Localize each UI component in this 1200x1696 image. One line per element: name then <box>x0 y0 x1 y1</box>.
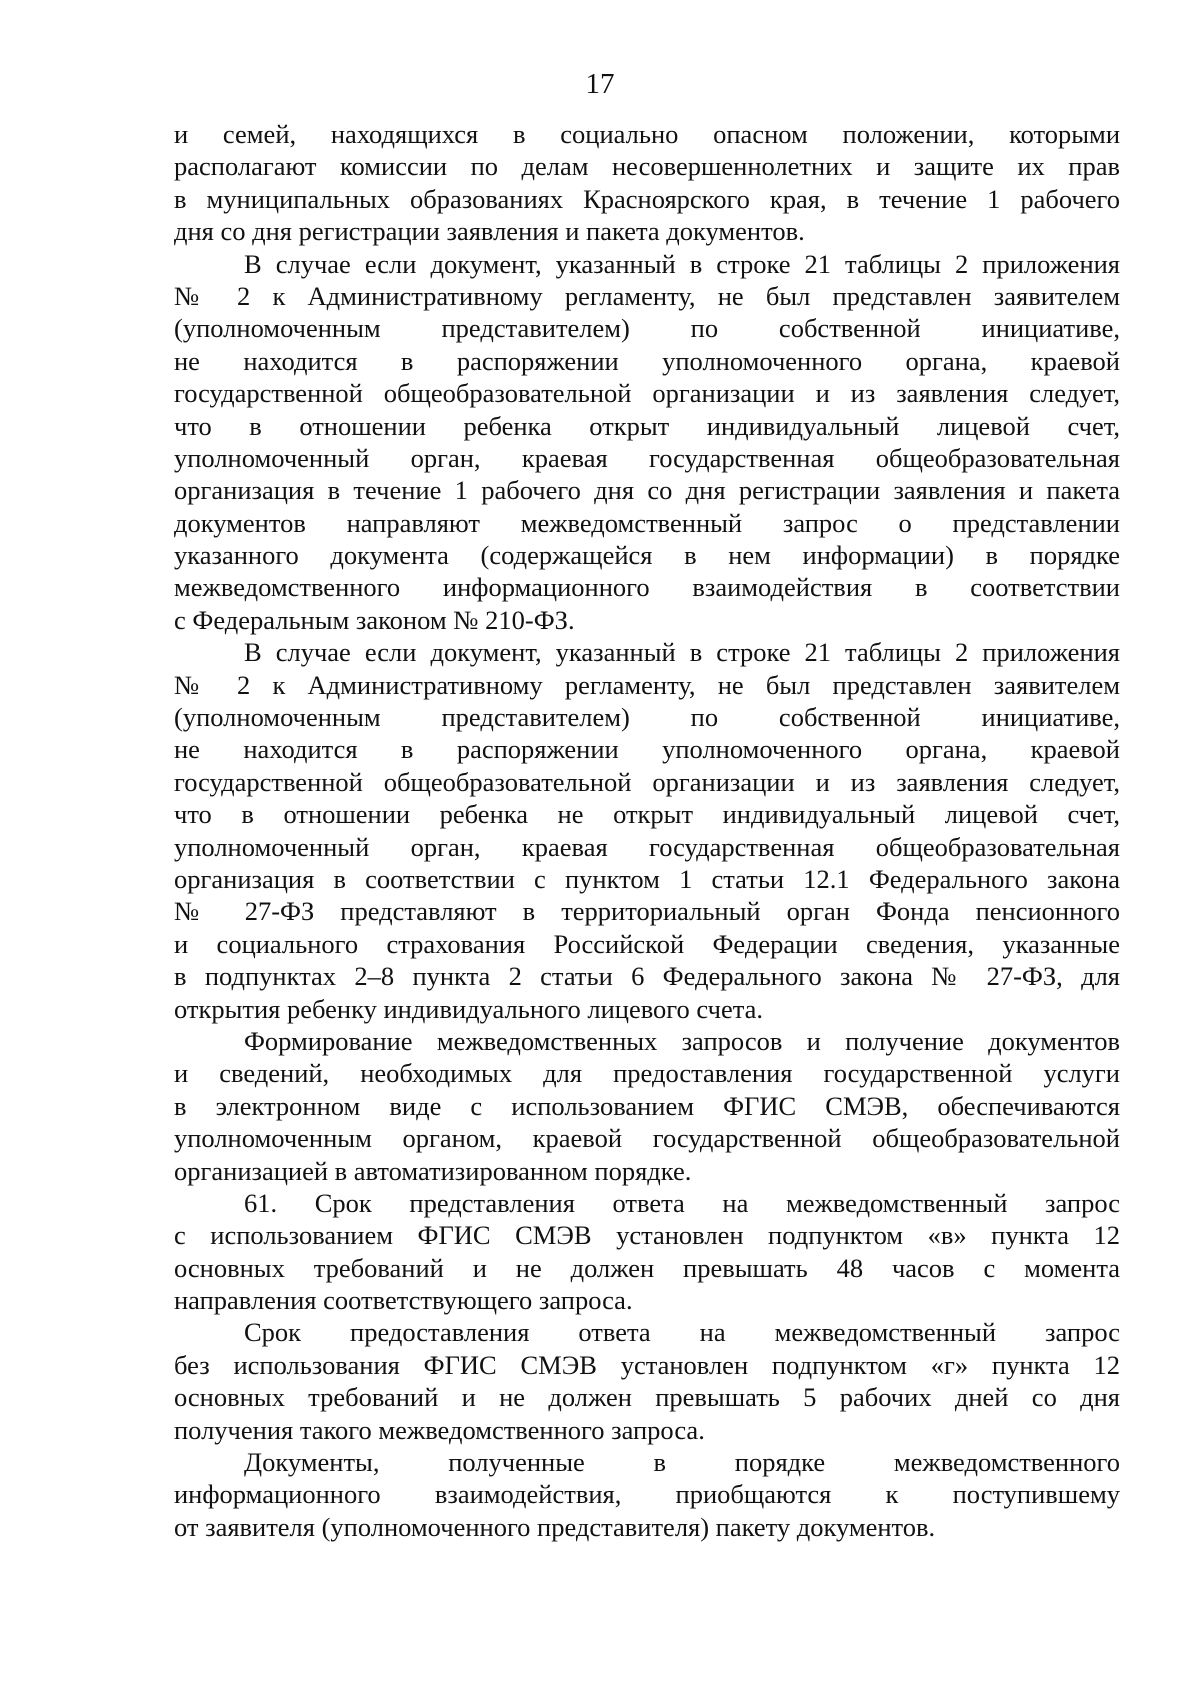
text-line: открытия ребенку индивидуального лицевого счета. <box>174 993 764 1024</box>
paragraph <box>174 1187 1120 1317</box>
text-line: (уполномоченным представителем) по собственной инициативе, <box>174 702 1120 733</box>
text-line: государственной общеобразовательной организации и из заявления следует, <box>174 378 1120 409</box>
text-line: В случае если документ, указанный в строке 21 таблицы 2 приложения <box>244 637 1120 668</box>
document-body <box>174 118 1120 1543</box>
text-line: организация в течение 1 рабочего дня со дня регистрации заявления и пакета <box>174 475 1120 506</box>
text-line: межведомственного информационного взаимодействия в соответствии <box>174 572 1120 603</box>
text-line: в электронном виде с использованием ФГИС СМЭВ, обеспечиваются <box>174 1090 1120 1121</box>
text-line: основных требований и не должен превышать 48 часов с момента <box>174 1252 1120 1283</box>
paragraph <box>174 1446 1120 1543</box>
paragraph <box>174 636 1120 1025</box>
text-line: Документы, полученные в порядке межведомственного <box>244 1447 1120 1478</box>
text-line: основных требований и не должен превышать 5 рабочих дней со дня <box>174 1382 1120 1413</box>
text-line: (уполномоченным представителем) по собственной инициативе, <box>174 313 1120 344</box>
paragraph <box>174 1025 1120 1187</box>
text-line: что в отношении ребенка открыт индивидуальный лицевой счет, <box>174 410 1120 441</box>
text-line: указанного документа (содержащейся в нем информации) в порядке <box>174 540 1120 571</box>
text-line: В случае если документ, указанный в строке 21 таблицы 2 приложения <box>244 248 1120 279</box>
text-line: Формирование межведомственных запросов и получение документов <box>244 1025 1120 1056</box>
text-line: дня со дня регистрации заявления и пакета документов. <box>174 216 805 247</box>
text-line: что в отношении ребенка не открыт индивидуальный лицевой счет, <box>174 799 1120 830</box>
text-line: от заявителя (уполномоченного представителя) пакету документов. <box>174 1511 936 1542</box>
text-line: с использованием ФГИС СМЭВ установлен подпунктом «в» пункта 12 <box>174 1220 1120 1251</box>
text-line: уполномоченным органом, краевой государственной общеобразовательной <box>174 1123 1120 1154</box>
text-line: № 27-ФЗ представляют в территориальный орган Фонда пенсионного <box>174 896 1120 927</box>
text-line: организация в соответствии с пунктом 1 статьи 12.1 Федерального закона <box>174 863 1120 894</box>
text-line: документов направляют межведомственный запрос о представлении <box>174 507 1120 538</box>
text-line: государственной общеобразовательной организации и из заявления следует, <box>174 766 1120 797</box>
text-line: № 2 к Административному регламенту, не был представлен заявителем <box>174 280 1120 311</box>
paragraph <box>174 118 1120 248</box>
paragraph <box>174 248 1120 637</box>
text-line: не находится в распоряжении уполномоченного органа, краевой <box>174 345 1120 376</box>
text-line: и социального страхования Российской Федерации сведения, указанные <box>174 928 1120 959</box>
text-line: с Федеральным законом № 210-ФЗ. <box>174 604 575 635</box>
text-line: 61. Срок представления ответа на межведомственный запрос <box>244 1187 1120 1218</box>
text-line: и семей, находящихся в социально опасном положении, которыми <box>174 119 1120 149</box>
text-line: Срок предоставления ответа на межведомственный запрос <box>244 1317 1120 1348</box>
text-line: не находится в распоряжении уполномоченного органа, краевой <box>174 734 1120 765</box>
text-line: организацией в автоматизированном порядке. <box>174 1155 692 1186</box>
text-line: получения такого межведомственного запроса. <box>174 1414 705 1445</box>
text-line: и сведений, необходимых для предоставления государственной услуги <box>174 1058 1120 1089</box>
text-line: располагают комиссии по делам несовершеннолетних и защите их прав <box>174 151 1120 182</box>
text-line: уполномоченный орган, краевая государственная общеобразовательная <box>174 831 1120 862</box>
text-line: уполномоченный орган, краевая государственная общеобразовательная <box>174 442 1120 473</box>
text-line: без использования ФГИС СМЭВ установлен подпунктом «г» пункта 12 <box>174 1349 1120 1380</box>
text-line: в муниципальных образованиях Красноярского края, в течение 1 рабочего <box>174 183 1120 214</box>
paragraph <box>174 1316 1120 1446</box>
text-line: направления соответствующего запроса. <box>174 1285 633 1316</box>
text-line: информационного взаимодействия, приобщаются к поступившему <box>174 1479 1120 1510</box>
page-number: 17 <box>585 68 615 100</box>
text-line: № 2 к Административному регламенту, не был представлен заявителем <box>174 669 1120 700</box>
text-line: в подпунктах 2–8 пункта 2 статьи 6 Федерального закона № 27-ФЗ, для <box>174 961 1120 992</box>
